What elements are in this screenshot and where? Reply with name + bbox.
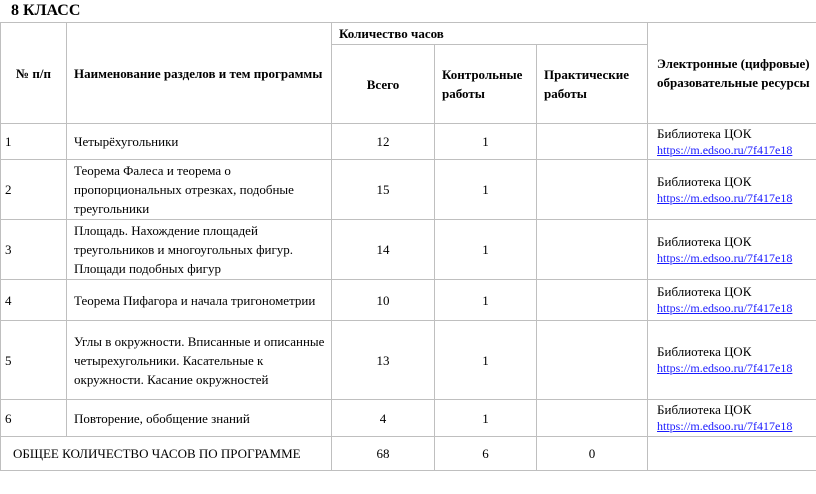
table-row xyxy=(1,400,816,437)
row-name: Углы в окружности. Вписанные и описанные четырехугольники. Касательные к окружности. Касание окружностей xyxy=(67,321,332,400)
row-resource xyxy=(648,321,816,400)
row-practical xyxy=(537,280,648,321)
row-control: 1 xyxy=(435,400,537,437)
table-row xyxy=(1,124,816,160)
row-total: 4 xyxy=(332,400,435,437)
totals-practical: 0 xyxy=(537,437,648,471)
totals-total: 68 xyxy=(332,437,435,471)
table-row xyxy=(1,220,816,280)
totals-control: 6 xyxy=(435,437,537,471)
row-control: 1 xyxy=(435,220,537,280)
header-resources: Электронные (цифровые) образовательные ресурсы xyxy=(648,23,816,124)
header-practical: Практические работы xyxy=(537,45,648,124)
row-control: 1 xyxy=(435,160,537,220)
header-hours: Количество часов xyxy=(332,23,648,45)
row-name: Теорема Пифагора и начала тригонометрии xyxy=(67,280,332,321)
row-practical xyxy=(537,321,648,400)
resource-label: Библиотека ЦОК xyxy=(657,284,752,299)
resource-label: Библиотека ЦОК xyxy=(657,233,752,249)
row-resource xyxy=(648,160,816,220)
row-total: 13 xyxy=(332,321,435,400)
row-name: Повторение, обобщение знаний xyxy=(67,400,332,437)
row-num: 1 xyxy=(1,124,67,160)
resource-label: Библиотека ЦОК xyxy=(657,344,752,359)
row-control: 1 xyxy=(435,124,537,160)
row-resource xyxy=(648,220,816,280)
table-row xyxy=(1,280,816,321)
page-title: 8 КЛАСС xyxy=(11,2,81,19)
row-practical xyxy=(537,220,648,280)
row-practical xyxy=(537,160,648,220)
totals-label: ОБЩЕЕ КОЛИЧЕСТВО ЧАСОВ ПО ПРОГРАММЕ xyxy=(1,437,332,471)
row-practical xyxy=(537,400,648,437)
row-name: Площадь. Нахождение площадей треугольников и многоугольных фигур. Площади подобных фигур xyxy=(67,220,332,280)
curriculum-table xyxy=(0,22,816,471)
row-practical xyxy=(537,124,648,160)
row-total: 14 xyxy=(332,220,435,280)
row-total: 15 xyxy=(332,160,435,220)
row-num: 4 xyxy=(1,280,67,321)
row-num: 3 xyxy=(1,220,67,280)
totals-row xyxy=(1,437,816,471)
row-resource xyxy=(648,124,816,160)
row-resource xyxy=(648,280,816,321)
totals-resource xyxy=(648,437,816,471)
row-total: 12 xyxy=(332,124,435,160)
resource-label: Библиотека ЦОК xyxy=(657,125,752,141)
header-name: Наименование разделов и тем программы xyxy=(67,23,332,124)
row-resource xyxy=(648,400,816,437)
resource-link[interactable]: https://m.edsoo.ru/7f417e18 xyxy=(657,190,793,205)
table-row xyxy=(1,321,816,400)
table-row xyxy=(1,160,816,220)
resource-link[interactable]: https://m.edsoo.ru/7f417e18 xyxy=(657,361,793,375)
header-num: № п/п xyxy=(1,23,67,124)
header-control: Контрольные работы xyxy=(435,45,537,124)
resource-link[interactable]: https://m.edsoo.ru/7f417e18 xyxy=(657,301,793,315)
row-name: Теорема Фалеса и теорема о пропорциональных отрезках, подобные треугольники xyxy=(67,160,332,220)
header-total: Всего xyxy=(332,45,435,124)
row-num: 6 xyxy=(1,400,67,437)
resource-link[interactable]: https://m.edsoo.ru/7f417e18 xyxy=(657,142,793,157)
row-total: 10 xyxy=(332,280,435,321)
row-num: 2 xyxy=(1,160,67,220)
resource-link[interactable]: https://m.edsoo.ru/7f417e18 xyxy=(657,419,793,433)
row-num: 5 xyxy=(1,321,67,400)
resource-link[interactable]: https://m.edsoo.ru/7f417e18 xyxy=(657,250,793,265)
row-control: 1 xyxy=(435,280,537,321)
resource-label: Библиотека ЦОК xyxy=(657,402,752,417)
row-control: 1 xyxy=(435,321,537,400)
resource-label: Библиотека ЦОК xyxy=(657,173,752,189)
row-name: Четырёхугольники xyxy=(67,124,332,160)
